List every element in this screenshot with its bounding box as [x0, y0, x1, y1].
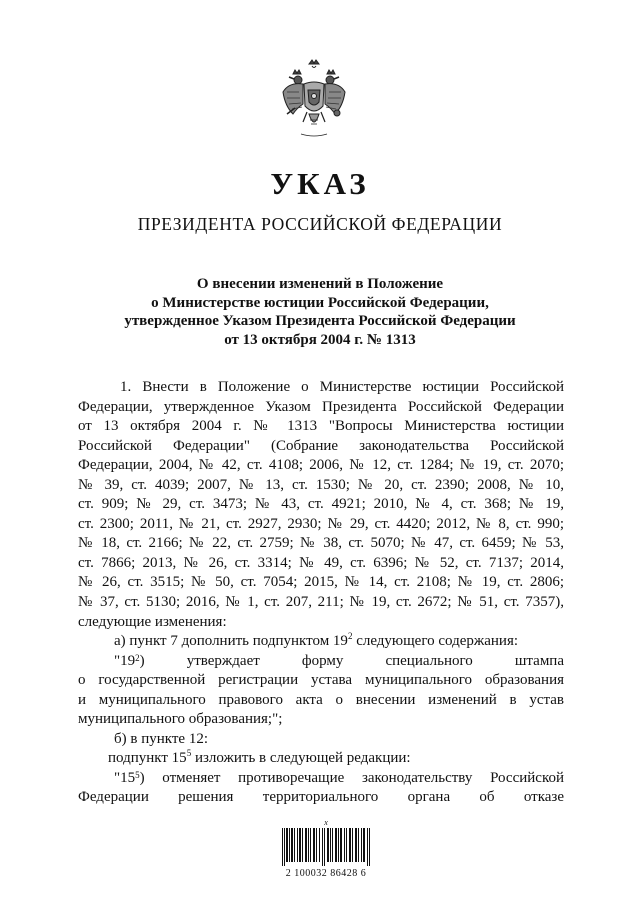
- body-line-item-b: б) в пункте 12:: [114, 730, 208, 747]
- body-line: Федерации решения территориального органа об отказе: [78, 789, 564, 806]
- body-line-quote-2: [78, 769, 564, 789]
- superscript: 2: [135, 652, 140, 663]
- body-line: № 18, ст. 2166; № 22, ст. 2759; № 38, ст. 5070; № 47, ст. 6459; № 53,: [78, 535, 564, 552]
- body-line: ст. 7866; 2013, № 26, ст. 3314; № 49, ст. 6396; № 52, ст. 7137; 2014,: [78, 554, 564, 571]
- barcode-number: 2 100032 86428 6: [285, 868, 367, 879]
- quote-text: ) отменяет противоречащие законодательству Российской: [139, 769, 564, 786]
- heading-line: от 13 октября 2004 г. № 1313: [224, 331, 416, 348]
- quote-open: "15: [114, 769, 136, 786]
- document-subtitle: ПРЕЗИДЕНТА РОССИЙСКОЙ ФЕДЕРАЦИИ: [137, 214, 503, 234]
- item-a-text: следующего содержания:: [352, 633, 519, 650]
- body-line-item-a: [78, 632, 564, 652]
- document-body: [78, 378, 564, 808]
- body-line: 1. Внести в Положение о Министерстве юстиции Российской: [120, 379, 564, 395]
- body-line: Федерации, 2004, № 42, ст. 4108; 2006, № 12, ст. 1284; № 19, ст. 2070;: [78, 457, 564, 474]
- document-footer: [276, 818, 376, 879]
- item-a-text: а) пункт 7 дополнить подпунктом 19: [114, 633, 348, 650]
- body-line: следующие изменения:: [78, 613, 227, 630]
- body-line: № 26, ст. 3515; № 50, ст. 7054; 2015, № 14, ст. 2108; № 19, ст. 2806;: [78, 574, 564, 591]
- quote-text: ) утверждает форму специального штампа: [139, 652, 564, 669]
- barcode-icon: [282, 828, 370, 866]
- heading-line: О внесении изменений в Положение: [196, 276, 444, 292]
- body-line-subitem: [78, 749, 564, 769]
- quote-open: "19: [114, 652, 136, 669]
- body-line: ст. 909; № 29, ст. 3473; № 43, ст. 4921; 2010, № 4, ст. 368; № 19,: [78, 496, 564, 513]
- superscript: 5: [186, 748, 192, 759]
- body-line: о государственной регистрации устава муниципального образования: [78, 672, 564, 689]
- superscript: 2: [347, 631, 353, 642]
- body-line: и муниципального правового акта о внесении изменений в устав: [78, 691, 564, 708]
- heading-line: утвержденное Указом Президента Российской Федерации: [124, 313, 516, 330]
- document-heading: [100, 275, 540, 349]
- document-title: УКАЗ: [270, 166, 370, 201]
- body-line: Федерации, утвержденное Указом Президента Российской Федерации: [78, 398, 564, 415]
- body-line-quote-1: [78, 652, 564, 672]
- body-line: муниципального образования;";: [78, 711, 283, 728]
- body-line: от 13 октября 2004 г. № 1313 "Вопросы Министерства юстиции: [78, 418, 564, 435]
- heading-line: о Министерстве юстиции Российской Федерации,: [151, 294, 489, 311]
- body-line: Российской Федерации" (Собрание законодательства Российской: [78, 437, 564, 454]
- body-line: № 39, ст. 4039; 2007, № 13, ст. 1530; № 20, ст. 2390; 2008, № 10,: [78, 476, 564, 493]
- body-line: ст. 2300; 2011, № 21, ст. 2927, 2930; № 29, ст. 4420; 2012, № 8, ст. 990;: [78, 515, 564, 532]
- body-line: № 37, ст. 5130; 2016, № 1, ст. 207, 211; № 19, ст. 2672; № 51, ст. 7357),: [78, 594, 564, 611]
- registration-mark: x: [324, 818, 328, 827]
- state-emblem-icon: [279, 58, 349, 140]
- subitem-text: подпункт 15: [108, 750, 187, 767]
- superscript: 5: [135, 769, 140, 780]
- subitem-text: изложить в следующей редакции:: [191, 750, 411, 767]
